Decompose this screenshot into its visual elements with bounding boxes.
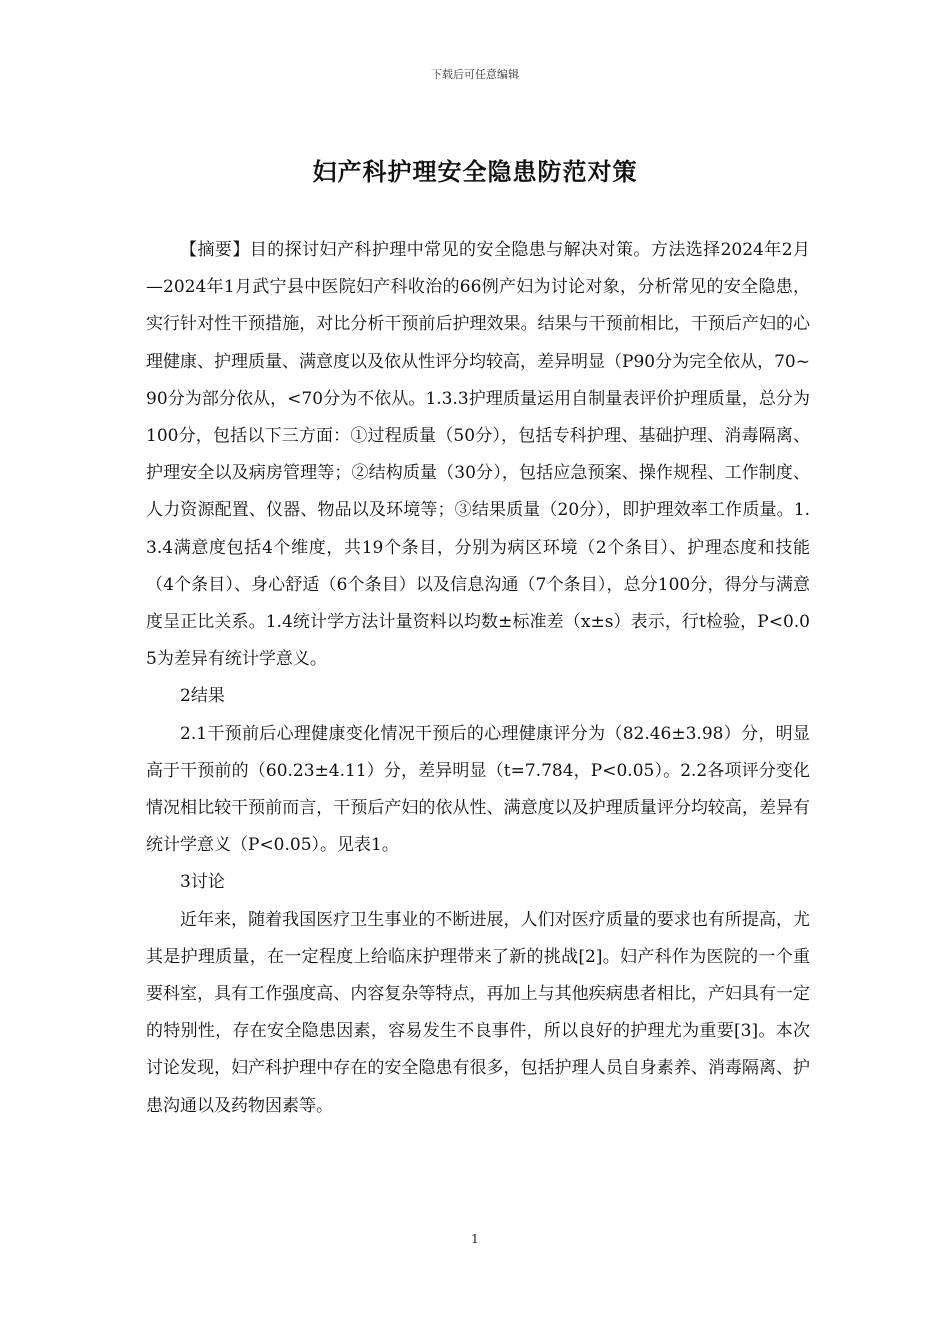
document-body [146, 232, 810, 1125]
discussion-paragraph: 近年来，随着我国医疗卫生事业的不断进展，人们对医疗质量的要求也有所提高，尤其是护理质量，在一定程度上给临床护理带来了新的挑战[2]。妇产科作为医院的一个重要科室，具有工作强度高、内容复杂等特点，再加上与其他疾病患者相比，产妇具有一定的特别性，存在安全隐患因素，容易发生不良事件，所以良好的护理尤为重要[3]。本次讨论发现，妇产科护理中存在的安全隐患有很多，包括护理人员自身素养、消毒隔离、护患沟通以及药物因素等。 [146, 909, 810, 1116]
header-note: 下载后可任意编辑 [431, 68, 519, 81]
abstract-paragraph: 【摘要】目的探讨妇产科护理中常见的安全隐患与解决对策。方法选择2024年2月—2024年1月武宁县中医院妇产科收治的66例产妇为讨论对象，分析常见的安全隐患，实行针对性干预措施，对比分析干预前后护理效果。结果与干预前相比，干预后产妇的心理健康、护理质量、满意度以及依从性评分均较高，差异明显（P90分为完全依从，70~90分为部分依从，<70分为不依从。1.3.3护理质量运用自制量表评价护理质量，总分为100分，包括以下三方面：①过程质量（50分），包括专科护理、基础护理、消毒隔离、护理安全以及病房管理等；②结构质量（30分），包括应急预案、操作规程、工作制度、人力资源配置、仪器、物品以及环境等；③结果质量（20分），即护理效率工作质量。1.3.4满意度包括4个维度，共19个条目，分别为病区环境（2个条目）、护理态度和技能（4个条目）、身心舒适（6个条目）以及信息沟通（7个条目），总分100分，得分与满意度呈正比关系。1.4统计学方法计量资料以均数±标准差（x±s）表示，行t检验，P<0.05为差异有统计学意义。 [146, 240, 810, 670]
section-heading-results: 2结果 [180, 686, 225, 707]
results-paragraph: 2.1干预前后心理健康变化情况干预后的心理健康评分为（82.46±3.98）分，明显高于干预前的（60.23±4.11）分，差异明显（t=7.784，P<0.05）。2.2各项评分变化情况相比较干预前而言，干预后产妇的依从性、满意度以及护理质量评分均较高，差异有统计学意义（P<0.05）。见表1。 [146, 723, 810, 856]
section-heading-discussion: 3讨论 [180, 872, 225, 893]
page-number: 1 [471, 1232, 479, 1246]
document-title: 妇产科护理安全隐患防范对策 [312, 158, 638, 186]
